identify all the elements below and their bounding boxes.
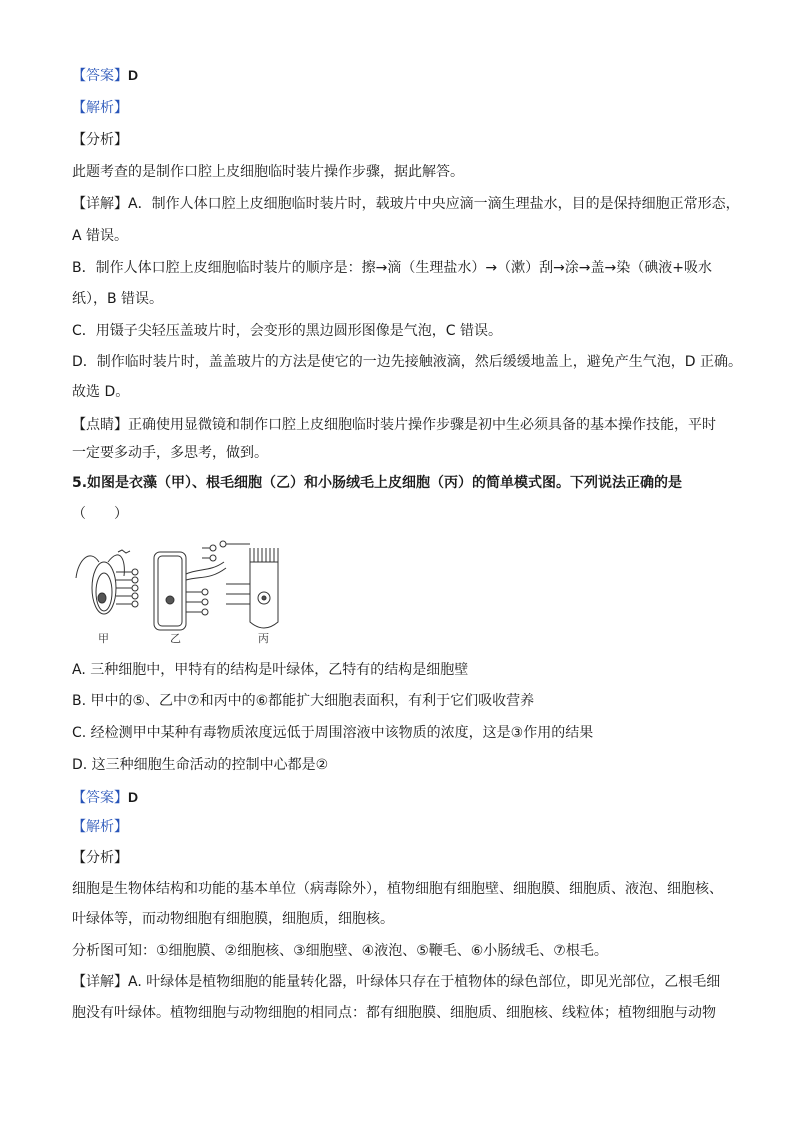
label-bing: 丙 (258, 632, 269, 644)
paragraph-line: 叶绿体等，而动物细胞有细胞膜，细胞质，细胞核。 (72, 911, 394, 927)
analysis-heading: 【解析】 (72, 819, 128, 835)
option-b: B. 甲中的⑤、乙中⑦和丙中的⑥都能扩大细胞表面积，有利于它们吸收营养 (72, 693, 535, 709)
answer-value: D (128, 67, 139, 83)
option-d: D. 这三种细胞生命活动的控制中心都是② (72, 757, 329, 773)
fenxi-heading: 【分析】 (72, 132, 128, 148)
detail-line: 【详解】A．制作人体口腔上皮细胞临时装片时，载玻片中央应滴一滴生理盐水，目的是保持细胞正常形态， (72, 196, 740, 212)
paragraph-line: 一定要多动手，多思考，做到。 (72, 445, 268, 461)
label-jia: 甲 (98, 632, 109, 644)
tip-line: 【点睛】正确使用显微镜和制作口腔上皮细胞临时装片操作步骤是初中生必须具备的基本操作技能，平时 (72, 417, 716, 433)
answer-line: 【答案】D (72, 67, 139, 84)
paragraph-line: 故选 D。 (72, 384, 130, 400)
cell-diagram-figure (74, 532, 290, 644)
paragraph-line: 纸），B 错误。 (72, 291, 164, 307)
paragraph-line: 分析图可知：①细胞膜、②细胞核、③细胞壁、④液泡、⑤鞭毛、⑥小肠绒毛、⑦根毛。 (72, 943, 608, 959)
option-c: C. 经检测甲中某种有毒物质浓度远低于周围溶液中该物质的浓度，这是③作用的结果 (72, 725, 594, 741)
paragraph-line: D．制作临时装片时，盖盖玻片的方法是使它的一边先接触液滴，然后缓缓地盖上，避免产生气泡，D 正确。 (72, 354, 743, 370)
fenxi-heading: 【分析】 (72, 850, 128, 866)
paragraph-line: 胞没有叶绿体。植物细胞与动物细胞的相同点：都有细胞膜、细胞质、细胞核、线粒体；植物细胞与动物 (72, 1005, 716, 1021)
paragraph-line: A 错误。 (72, 228, 129, 244)
paragraph-line: B．制作人体口腔上皮细胞临时装片的顺序是：擦→滴（生理盐水）→（漱）刮→涂→盖→染（碘液+吸水 (72, 260, 712, 276)
root-hair-cell (154, 545, 226, 630)
intestinal-epithelial-cell (220, 541, 278, 628)
answer-line: 【答案】D (72, 789, 139, 806)
label-yi: 乙 (170, 632, 181, 644)
question-5-stem: 5.如图是衣藻（甲）、根毛细胞（乙）和小肠绒毛上皮细胞（丙）的简单模式图。下列说法正确的是 (72, 475, 683, 491)
chlamydomonas-cell (76, 550, 138, 614)
analysis-heading: 【解析】 (72, 100, 128, 116)
paragraph-line: C．用镊子尖轻压盖玻片时，会变形的黑边圆形图像是气泡，C 错误。 (72, 323, 502, 339)
option-a: A. 三种细胞中，甲特有的结构是叶绿体，乙特有的结构是细胞壁 (72, 662, 469, 678)
paragraph-line: 细胞是生物体结构和功能的基本单位（病毒除外），植物细胞有细胞壁、细胞膜、细胞质、液泡、细胞核、 (72, 881, 723, 897)
question-5-blank: （ ） (72, 506, 128, 522)
answer-tag: 答案 (86, 68, 114, 84)
paragraph-line: 此题考查的是制作口腔上皮细胞临时装片操作步骤，据此解答。 (72, 164, 464, 180)
detail-line: 【详解】A. 叶绿体是植物细胞的能量转化器，叶绿体只存在于植物体的绿色部位，即见光部位，乙根毛细 (72, 974, 721, 990)
